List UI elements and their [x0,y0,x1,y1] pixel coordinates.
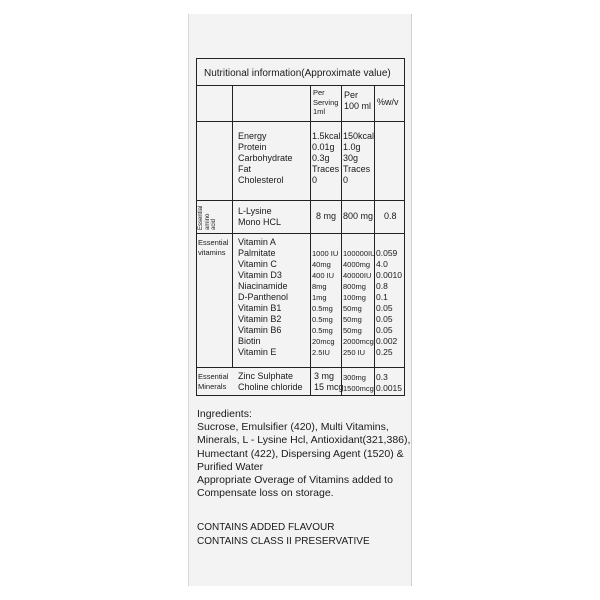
amino-serving: 8 mg [316,211,337,221]
table-title: Nutritional information(Approximate value) [204,68,391,79]
vitamins-per100: 100000IU 4000mg 40000IU 800mg 100mg 50mg 50mg 50mg 2000mcg 250 IU [343,249,376,357]
header-wv: %w/v [377,97,399,107]
amino-wv: 0.8 [384,211,397,221]
amino-per100: 800 mg [343,211,374,221]
notices-block: CONTAINS ADDED FLAVOUR CONTAINS CLASS II PRESERVATIVE [197,522,370,547]
vitamins-wv: 0.059 4.0 0.0010 0.8 0.1 0.05 0.05 0.05 0.002 0.25 [376,248,402,357]
header-per-100ml: Per 100 ml [344,90,372,111]
basic-names: Energy Protein Carbohydrate Fat Cholesterol [238,131,293,185]
amino-names: L-Lysine Mono HCL [238,206,282,227]
vitamins-serving: 1000 IU 40mg 400 IU 8mg 1mg 0.5mg 0.5mg 0.5mg 20mcg 2.5IU [312,249,339,357]
minerals-group-label: Essential Minerals [198,372,229,391]
minerals-wv: 0.3 0.0015 [376,372,402,393]
basic-serving: 1.5kcal 0.01g 0.3g Traces 0 [312,131,341,185]
ingredients-block: Ingredients: Sucrose, Emulsifier (420), Multi Vitamins, Minerals, L - Lysine Hcl, Antioxidant(321,386), Humectant (422), Dispersing Agent (1520) & Purified Water Appropriate Overage of Vitamins added to Compensate loss on storage. [197,408,411,500]
minerals-per100: 300mg 1500mcg [343,373,374,393]
header-per-serving: Per Serving 1ml [313,88,339,116]
rule-col1 [232,85,233,367]
vitamins-group-label: Essential vitamins [198,238,229,257]
vitamins-names: Vitamin A Palmitate Vitamin C Vitamin D3 Niacinamide D-Panthenol Vitamin B1 Vitamin B2 Vitamin B6 Biotin Vitamin E [238,237,289,357]
rule-col2 [310,85,311,396]
rule-col3 [341,85,342,396]
basic-per100: 150kcal 1.0g 30g Traces 0 [343,131,375,185]
minerals-names: Zinc Sulphate Choline chloride [238,371,303,392]
minerals-serving: 3 mg 15 mcg [314,371,344,392]
amino-group-label: Essential amino acid [198,205,217,230]
